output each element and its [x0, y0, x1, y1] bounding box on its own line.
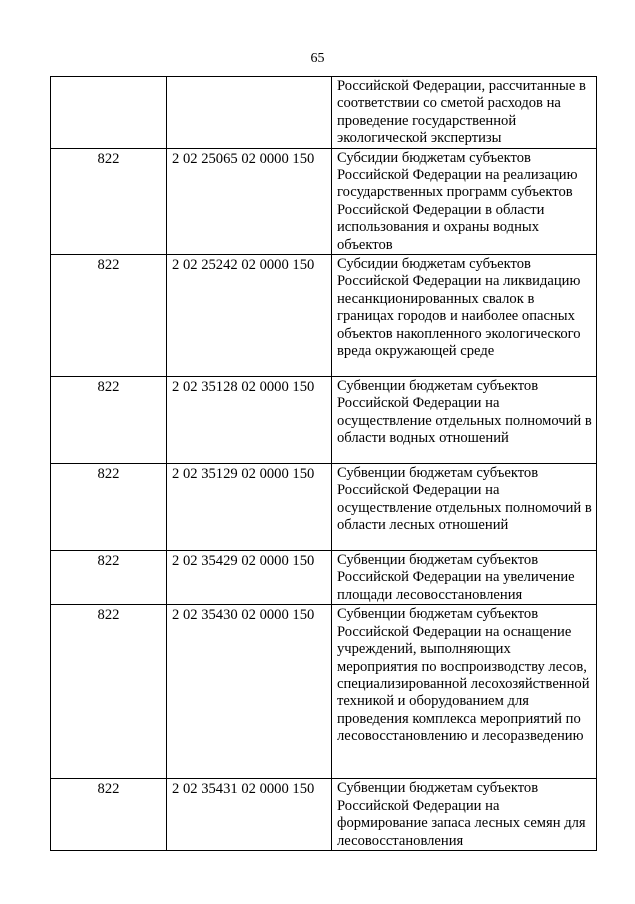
revenue-name-cell: Субсидии бюджетам субъектов Российской Федерации на ликвидацию несанкционированных свалок в границах городов и наиболее опасных объектов накопленного экологического вреда окружающей среде	[332, 255, 597, 377]
admin-code-cell: 822	[51, 255, 167, 377]
admin-code-cell	[51, 77, 167, 149]
revenue-name-cell: Субвенции бюджетам субъектов Российской Федерации на формирование запаса лесных семян для лесовосстановления	[332, 779, 597, 851]
budget-code-cell: 2 02 25065 02 0000 150	[167, 148, 332, 254]
revenue-name-cell: Субвенции бюджетам субъектов Российской Федерации на увеличение площади лесовосстановления	[332, 551, 597, 605]
table-row	[51, 377, 597, 464]
revenue-name-cell: Субвенции бюджетам субъектов Российской Федерации на осуществление отдельных полномочий в области водных отношений	[332, 377, 597, 464]
table-row	[51, 779, 597, 851]
admin-code-cell: 822	[51, 551, 167, 605]
admin-code-cell: 822	[51, 464, 167, 551]
admin-code-cell: 822	[51, 605, 167, 779]
table-row	[51, 605, 597, 779]
table-row	[51, 77, 597, 149]
budget-table	[50, 76, 597, 851]
budget-code-cell: 2 02 25242 02 0000 150	[167, 255, 332, 377]
admin-code-cell: 822	[51, 779, 167, 851]
table-row	[51, 148, 597, 254]
budget-code-cell: 2 02 35129 02 0000 150	[167, 464, 332, 551]
revenue-name-cell: Субсидии бюджетам субъектов Российской Федерации на реализацию государственных программ субъектов Российской Федерации в области использования и охраны водных объектов	[332, 148, 597, 254]
budget-code-cell: 2 02 35128 02 0000 150	[167, 377, 332, 464]
table-row	[51, 255, 597, 377]
page-number: 65	[310, 51, 325, 66]
budget-code-cell: 2 02 35431 02 0000 150	[167, 779, 332, 851]
table-row	[51, 551, 597, 605]
revenue-name-cell: Субвенции бюджетам субъектов Российской Федерации на оснащение учреждений, выполняющих мероприятия по воспроизводству лесов, специализированной лесохозяйственной техникой и оборудованием для проведения комплекса мероприятий по лесовосстановлению и лесоразведению	[332, 605, 597, 779]
admin-code-cell: 822	[51, 148, 167, 254]
revenue-name-cell: Субвенции бюджетам субъектов Российской Федерации на осуществление отдельных полномочий в области лесных отношений	[332, 464, 597, 551]
table-row	[51, 464, 597, 551]
budget-code-cell: 2 02 35429 02 0000 150	[167, 551, 332, 605]
revenue-name-cell: Российской Федерации, рассчитанные в соответствии со сметой расходов на проведение государственной экологической экспертизы	[332, 77, 597, 149]
budget-code-cell: 2 02 35430 02 0000 150	[167, 605, 332, 779]
admin-code-cell: 822	[51, 377, 167, 464]
budget-code-cell	[167, 77, 332, 149]
